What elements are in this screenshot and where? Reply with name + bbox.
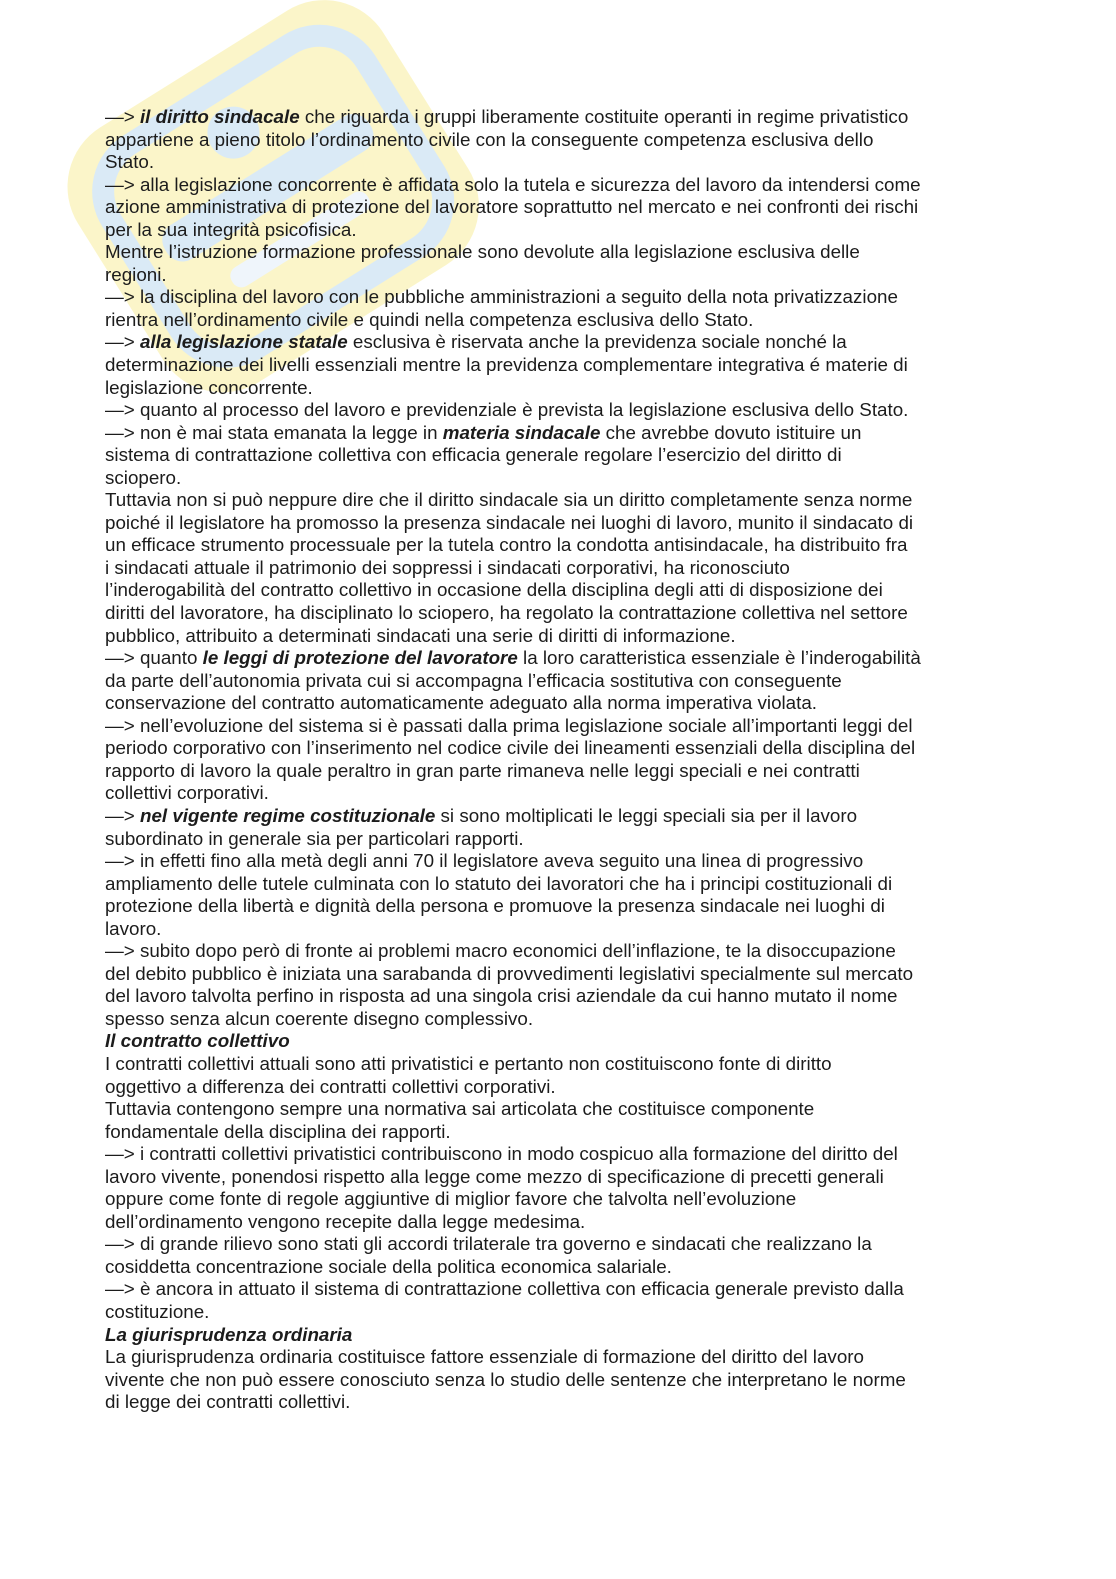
text-segment: legislazione concorrente. (105, 376, 313, 398)
section-heading-text: La giurisprudenza ordinaria (105, 1323, 353, 1345)
text-segment: per la sua integrità psicofisica. (105, 218, 357, 240)
text-line (105, 512, 1065, 535)
text-segment: oppure come fonte di regole aggiuntive di miglior favore che talvolta nell’evoluzione (105, 1188, 797, 1210)
text-segment: —> (105, 331, 140, 353)
text-line (105, 579, 1065, 602)
text-segment: determinazione dei livelli essenziali mentre la previdenza complementare integrativa é materie di (105, 354, 908, 376)
text-segment: —> non è mai stata emanata la legge in (105, 421, 443, 443)
text-line (105, 1121, 1065, 1144)
text-segment: rientra nell’ordinamento civile e quindi nella competenza esclusiva dello Stato. (105, 308, 754, 330)
text-segment: conservazione del contratto automaticamente adeguato alla norma imperativa violata. (105, 692, 818, 714)
text-segment: —> quanto (105, 647, 203, 669)
text-line (105, 940, 1065, 963)
text-line (105, 444, 1065, 467)
text-line (105, 1166, 1065, 1189)
text-segment: regioni. (105, 263, 167, 285)
text-segment: del debito pubblico è iniziata una sarabanda di provvedimenti legislativi specialmente sul mercato (105, 962, 914, 984)
text-line (105, 1076, 1065, 1099)
text-line (105, 1098, 1065, 1121)
text-segment: oggettivo a differenza dei contratti collettivi corporativi. (105, 1075, 556, 1097)
section-heading-text: Il contratto collettivo (105, 1030, 290, 1052)
section-heading (105, 1324, 1065, 1347)
text-line (105, 625, 1065, 648)
text-segment: dell’ordinamento vengono recepite dalla legge medesima. (105, 1210, 586, 1232)
emphasized-term: il diritto sindacale (139, 106, 300, 127)
text-segment: —> di grande rilievo sono stati gli accordi trilaterale tra governo e sindacati che realizzano la (105, 1233, 872, 1255)
text-line (105, 1211, 1065, 1234)
text-segment: Tuttavia contengono sempre una normativa sai articolata che costituisce componente (105, 1098, 815, 1120)
text-segment: rapporto di lavoro la quale peraltro in gran parte rimaneva nelle leggi speciali e nei contratti (105, 759, 860, 781)
text-line (105, 873, 1065, 896)
emphasized-term: materia sindacale (442, 421, 601, 443)
text-segment: Tuttavia non si può neppure dire che il diritto sindacale sia un diritto completamente senza norme (105, 489, 913, 511)
text-segment: lavoro vivente, ponendosi rispetto alla legge come mezzo di specificazione di precetti generali (105, 1165, 884, 1187)
text-segment: —> è ancora in attuato il sistema di contrattazione collettiva con efficacia generale previsto dalla (105, 1278, 904, 1300)
emphasized-term: le leggi di protezione del lavoratore (202, 647, 518, 669)
text-segment: azione amministrativa di protezione del lavoratore soprattutto nel mercato e nei confronti dei rischi (105, 196, 919, 218)
text-segment: che avrebbe dovuto istituire un (600, 421, 862, 443)
text-line (105, 377, 1065, 400)
text-line (105, 715, 1065, 738)
text-line (105, 1301, 1065, 1324)
text-segment: I contratti collettivi attuali sono atti privatistici e pertanto non costituiscono fonte di diritto (105, 1052, 832, 1074)
text-line (105, 1188, 1065, 1211)
text-line (105, 1256, 1065, 1279)
emphasized-term: nel vigente regime costituzionale (139, 804, 436, 826)
emphasized-term: alla legislazione statale (139, 331, 348, 353)
text-segment: i sindacati attuale il patrimonio dei soppressi i sindacati corporativi, ha riconosciuto (105, 556, 790, 578)
text-line (105, 489, 1065, 512)
text-segment: La giurisprudenza ordinaria costituisce fattore essenziale di formazione del diritto del lavoro (105, 1346, 864, 1368)
text-line (105, 286, 1065, 309)
text-segment: che riguarda i gruppi liberamente costituite operanti in regime privatistico (299, 106, 909, 127)
text-line (105, 534, 1065, 557)
text-segment: collettivi corporativi. (105, 782, 269, 804)
text-segment: spesso senza alcun coerente disegno complessivo. (105, 1007, 534, 1029)
text-line (105, 106, 1065, 129)
text-segment: pubblico, attribuito a determinati sindacati una serie di diritti di informazione. (105, 624, 736, 646)
text-line (105, 1278, 1065, 1301)
text-line (105, 422, 1065, 445)
text-segment: —> (105, 106, 140, 127)
text-segment: —> subito dopo però di fronte ai problemi macro economici dell’inflazione, te la disoccupazione (105, 940, 896, 962)
text-segment: sciopero. (105, 466, 182, 488)
text-segment: subordinato in generale sia per particolari rapporti. (105, 827, 524, 849)
text-line (105, 354, 1065, 377)
text-line (105, 1369, 1065, 1392)
text-line (105, 399, 1065, 422)
text-segment: vivente che non può essere conosciuto senza lo studio delle sentenze che interpretano le norme (105, 1368, 906, 1390)
text-line (105, 737, 1065, 760)
text-segment: ampliamento delle tutele culminata con lo statuto dei lavoratori che ha i principi costituzionali di (105, 872, 893, 894)
text-segment: protezione della libertà e dignità della persona e promuove la presenza sindacale nei luoghi di (105, 895, 885, 917)
text-segment: lavoro. (105, 917, 162, 939)
text-segment: di legge dei contratti collettivi. (105, 1391, 351, 1413)
text-segment: l’inderogabilità del contratto collettivo in occasione della disciplina degli atti di disposizione dei (105, 579, 883, 601)
text-line (105, 918, 1065, 941)
text-line (105, 647, 1065, 670)
text-segment: esclusiva è riservata anche la previdenza sociale nonché la (347, 331, 847, 353)
text-line (105, 467, 1065, 490)
text-segment: —> in effetti fino alla metà degli anni 70 il legislatore aveva seguito una linea di progressivo (105, 850, 864, 872)
text-segment: si sono moltiplicati le leggi speciali sia per il lavoro (435, 804, 858, 826)
text-segment: Mentre l’istruzione formazione professionale sono devolute alla legislazione esclusiva delle (105, 241, 860, 263)
text-segment: diritti del lavoratore, ha disciplinato lo sciopero, ha regolato la contrattazione collettiva nel settore (105, 602, 908, 624)
text-line (105, 895, 1065, 918)
text-line (105, 828, 1065, 851)
text-segment: —> nell’evoluzione del sistema si è passati dalla prima legislazione sociale all’importanti leggi del (105, 714, 913, 736)
text-line (105, 1053, 1065, 1076)
text-line (105, 129, 1065, 152)
text-segment: periodo corporativo con l’inserimento nel codice civile dei lineamenti essenziali della disciplina del (105, 737, 916, 759)
text-line (105, 1008, 1065, 1031)
text-segment: —> (105, 804, 140, 826)
text-line (105, 174, 1065, 197)
text-segment: —> quanto al processo del lavoro e previdenziale è prevista la legislazione esclusiva dello Stato. (105, 399, 909, 421)
text-line (105, 602, 1065, 625)
text-line (105, 309, 1065, 332)
section-heading (105, 1030, 1065, 1053)
text-segment: sistema di contrattazione collettiva con efficacia generale regolare l’esercizio del diritto di (105, 444, 842, 466)
text-line (105, 1143, 1065, 1166)
text-line (105, 805, 1065, 828)
text-segment: —> la disciplina del lavoro con le pubbliche amministrazioni a seguito della nota privatizzazione (105, 286, 898, 308)
text-line (105, 1391, 1065, 1414)
text-line (105, 963, 1065, 986)
text-segment: fondamentale della disciplina dei rapporti. (105, 1120, 451, 1142)
text-line (105, 151, 1065, 174)
text-segment: —> alla legislazione concorrente è affidata solo la tutela e sicurezza del lavoro da intendersi come (105, 173, 921, 195)
text-line (105, 1233, 1065, 1256)
text-line (105, 782, 1065, 805)
document-body (105, 106, 1065, 1414)
text-line (105, 264, 1065, 287)
text-line (105, 241, 1065, 264)
text-line (105, 985, 1065, 1008)
text-segment: Stato. (105, 151, 155, 173)
text-line (105, 850, 1065, 873)
text-segment: appartiene a pieno titolo l’ordinamento civile con la conseguente competenza esclusiva dello (105, 128, 874, 150)
text-segment: poiché il legislatore ha promosso la presenza sindacale nei luoghi di lavoro, munito il sindacato di (105, 511, 914, 533)
text-segment: cosiddetta concentrazione sociale della politica economica salariale. (105, 1255, 672, 1277)
text-line (105, 1346, 1065, 1369)
text-line (105, 196, 1065, 219)
text-segment: un efficace strumento processuale per la tutela contro la condotta antisindacale, ha distribuito fra (105, 534, 908, 556)
text-segment: del lavoro talvolta perfino in risposta ad una singola crisi aziendale da cui hanno mutato il nome (105, 985, 898, 1007)
text-segment: —> i contratti collettivi privatistici contribuiscono in modo cospicuo alla formazione del diritto del (105, 1143, 898, 1165)
text-line (105, 760, 1065, 783)
text-line (105, 557, 1065, 580)
text-line (105, 670, 1065, 693)
text-line (105, 692, 1065, 715)
text-segment: costituzione. (105, 1300, 210, 1322)
text-line (105, 331, 1065, 354)
text-line (105, 219, 1065, 242)
text-segment: da parte dell’autonomia privata cui si accompagna l’efficacia sostitutiva con conseguente (105, 669, 842, 691)
text-segment: la loro caratteristica essenziale è l’inderogabilità (517, 647, 921, 669)
